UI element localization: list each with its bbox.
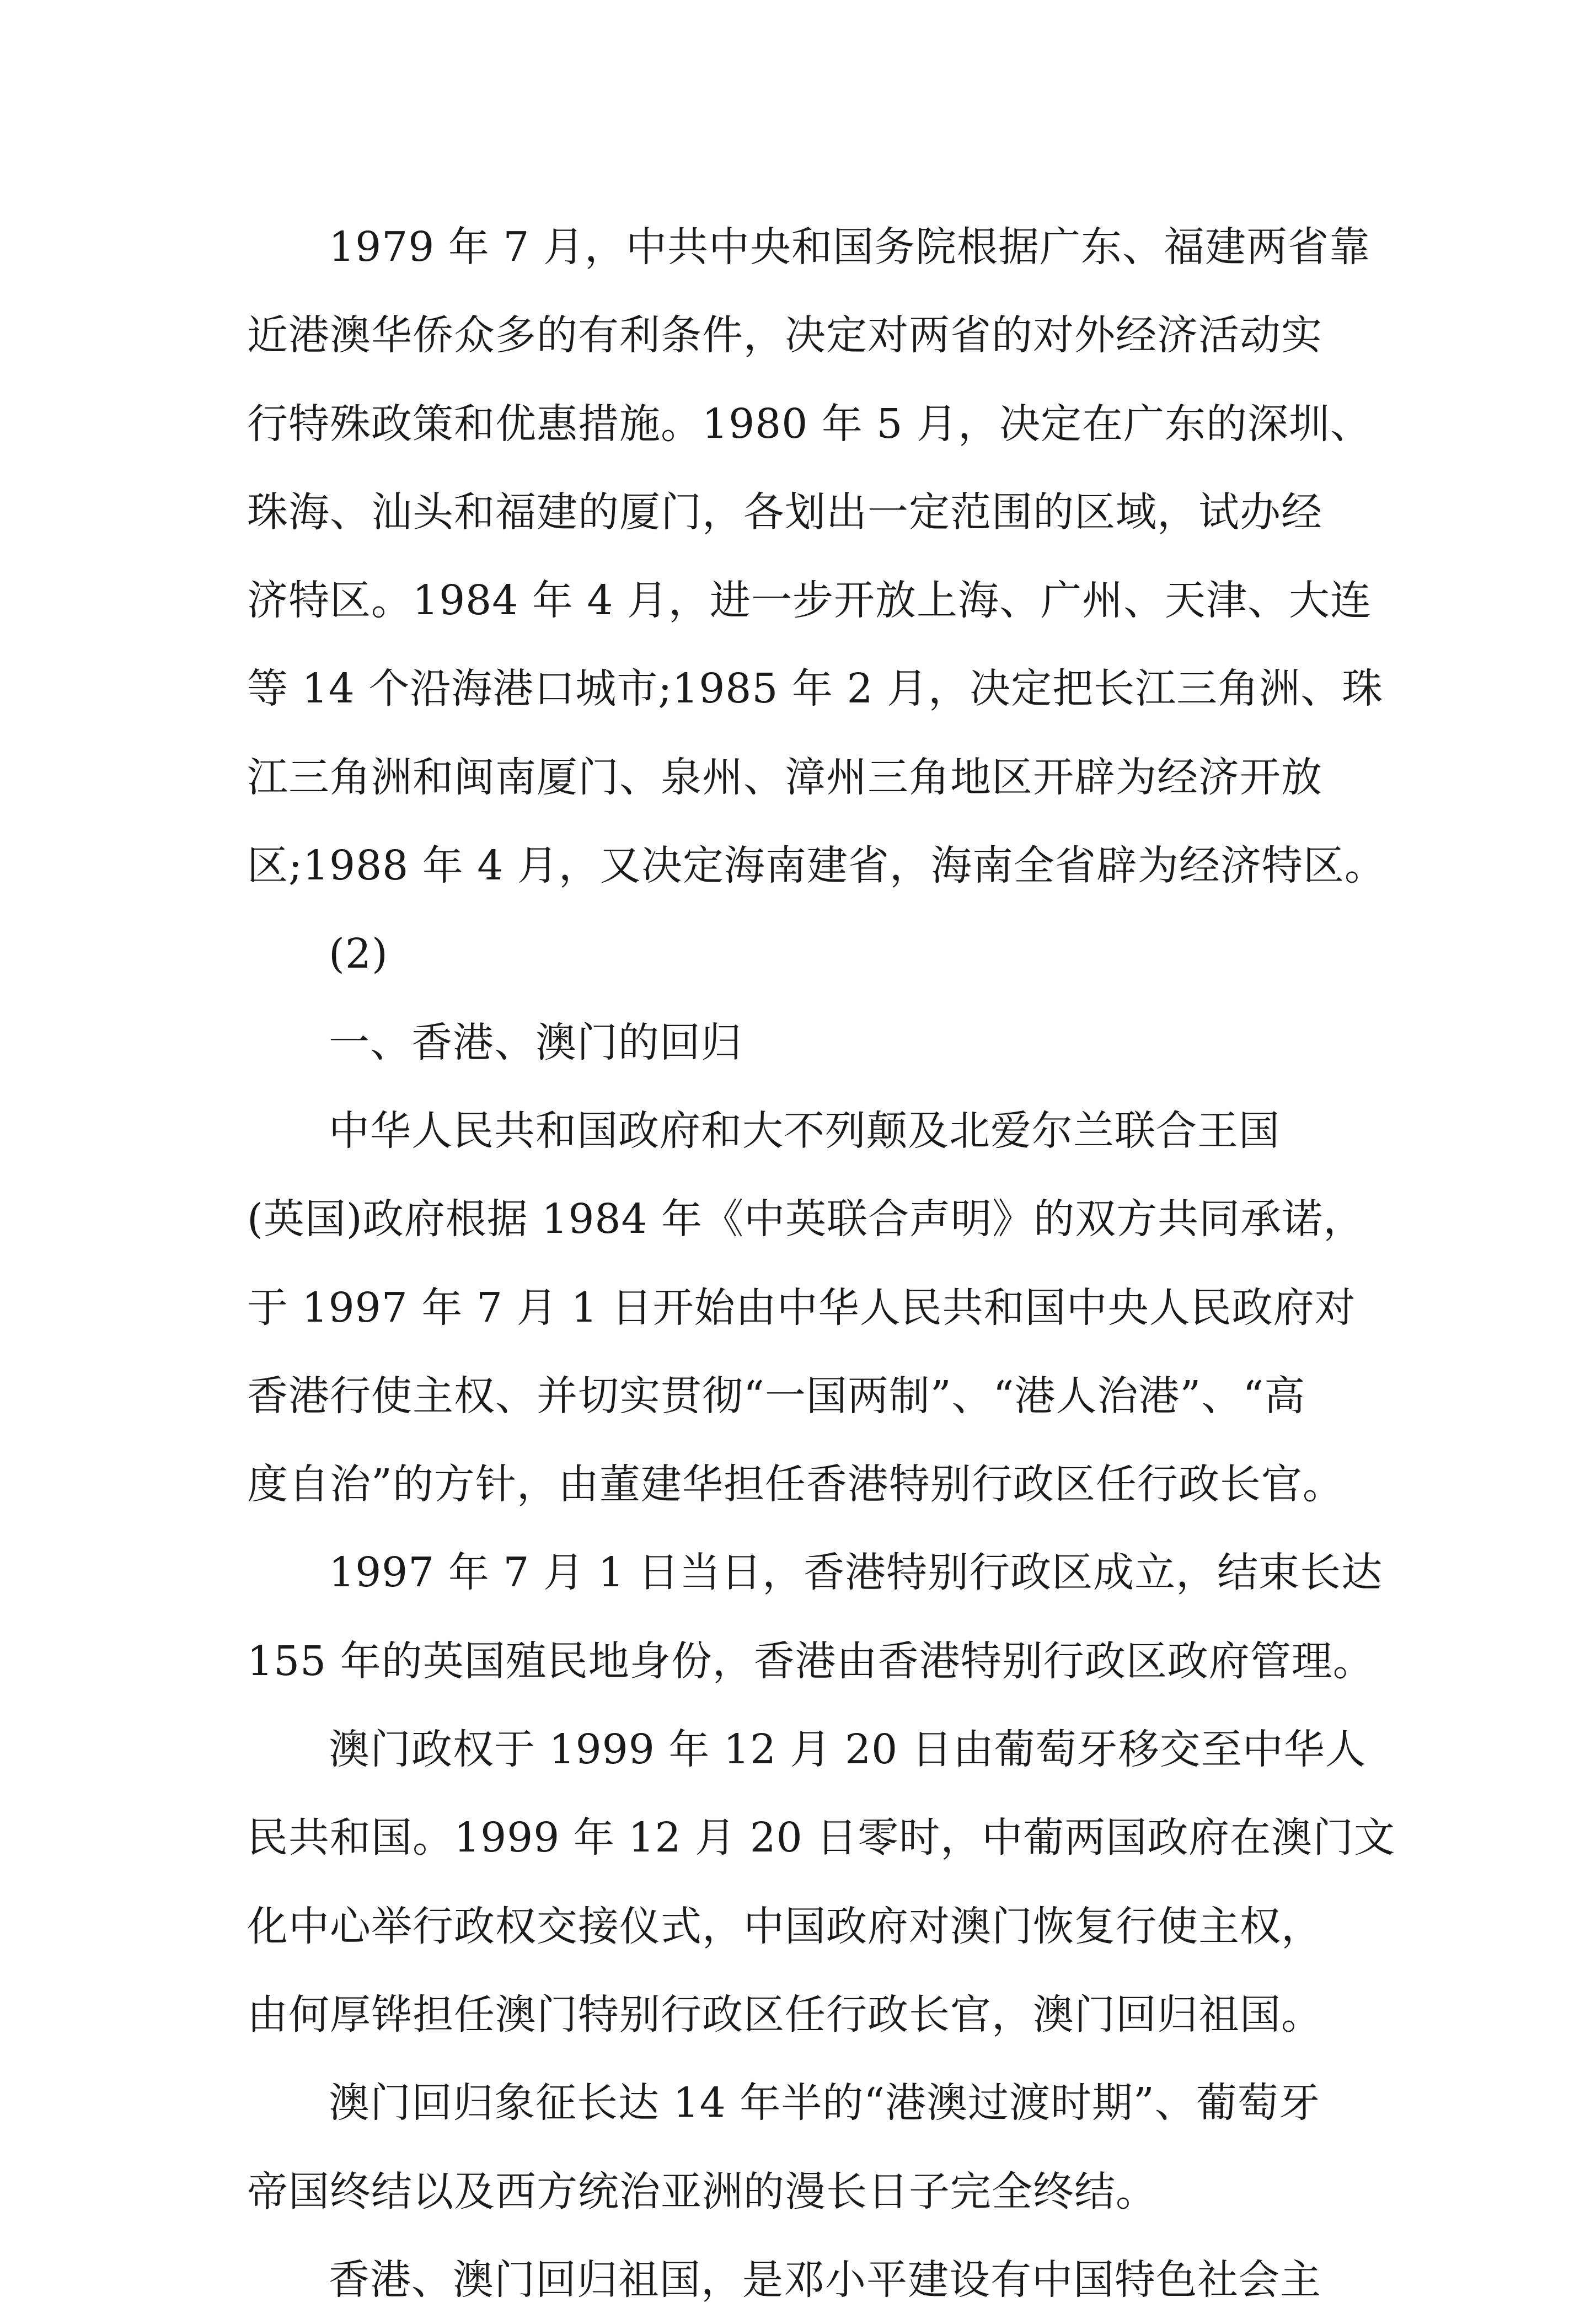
paragraph-line: 中华人民共和国政府和大不列颠及北爱尔兰联合王国: [329, 1107, 1280, 1155]
paragraph-line: 155 年的英国殖民地身份，香港由香港特别行政区政府管理。: [247, 1637, 1374, 1685]
paragraph-line: 珠海、汕头和福建的厦门，各划出一定范围的区域，试办经: [247, 488, 1322, 536]
document-body: [247, 203, 1396, 2324]
paragraph-line: 化中心举行政权交接仪式，中国政府对澳门恢复行使主权，: [247, 1902, 1322, 1950]
paragraph-line: 度自治”的方针，由董建华担任香港特别行政区任行政长官。: [247, 1461, 1344, 1509]
paragraph-line: 1997 年 7 月 1 日当日，香港特别行政区成立，结束长达: [329, 1549, 1383, 1597]
paragraph-line: 帝国终结以及西方统治亚洲的漫长日子完全终结。: [247, 2167, 1157, 2215]
paragraph-line: 区;1988 年 4 月，又决定海南建省，海南全省辟为经济特区。: [247, 842, 1386, 890]
paragraph-line: 行特殊政策和优惠措施。1980 年 5 月，决定在广东的深圳、: [247, 400, 1372, 448]
paragraph-line: 澳门政权于 1999 年 12 月 20 日由葡萄牙移交至中华人: [329, 1726, 1367, 1774]
paragraph-line: 于 1997 年 7 月 1 日开始由中华人民共和国中央人民政府对: [247, 1284, 1356, 1332]
paragraph-line: 江三角洲和闽南厦门、泉州、漳州三角地区开辟为经济开放: [247, 753, 1322, 801]
section-heading: 一、香港、澳门的回归: [329, 1018, 742, 1066]
paragraph-line: (英国)政府根据 1984 年《中英联合声明》的双方共同承诺，: [247, 1195, 1365, 1243]
section-number: (2): [329, 930, 388, 978]
paragraph-line: 由何厚铧担任澳门特别行政区任行政长官，澳门回归祖国。: [247, 1990, 1322, 2038]
paragraph-line: 近港澳华侨众多的有利条件，决定对两省的对外经济活动实: [247, 312, 1322, 359]
paragraph-line: 1979 年 7 月，中共中央和国务院根据广东、福建两省靠: [329, 223, 1370, 271]
paragraph-line: 香港、澳门回归祖国，是邓小平建设有中国特色社会主: [329, 2256, 1321, 2304]
paragraph-line: 等 14 个沿海港口城市;1985 年 2 月，决定把长江三角洲、珠: [247, 665, 1384, 713]
paragraph-line: 香港行使主权、并切实贯彻“一国两制”、“港人治港”、“高: [247, 1372, 1306, 1420]
paragraph-line: 民共和国。1999 年 12 月 20 日零时，中葡两国政府在澳门文: [247, 1814, 1396, 1862]
paragraph-line: 澳门回归象征长达 14 年半的“港澳过渡时期”、葡萄牙: [329, 2079, 1320, 2127]
paragraph-line: 济特区。1984 年 4 月，进一步开放上海、广州、天津、大连: [247, 577, 1372, 625]
